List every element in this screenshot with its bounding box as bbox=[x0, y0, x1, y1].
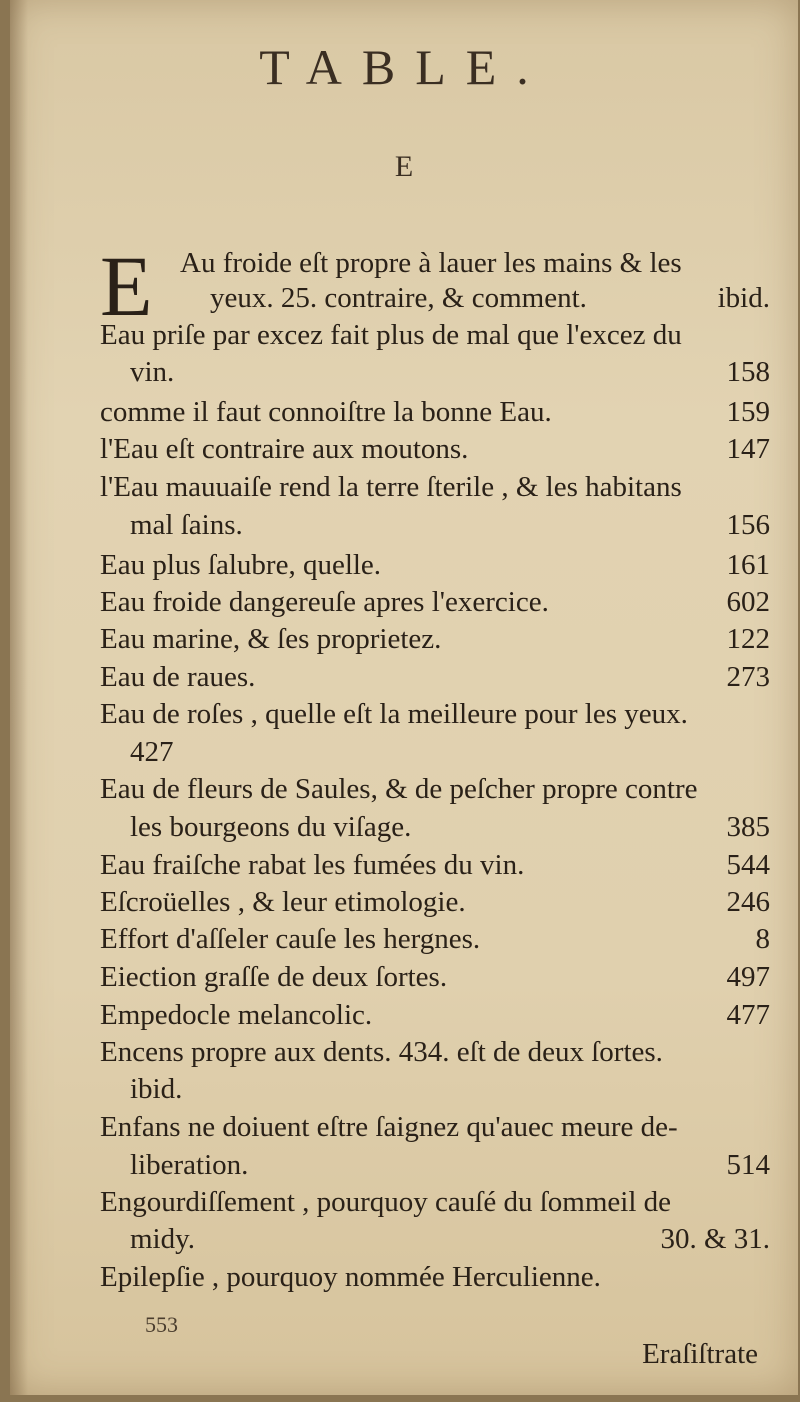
entry-text: Encens propre aux dents. 434. eſt de deux ſortes. bbox=[100, 1036, 663, 1068]
page-reference: 273 bbox=[726, 661, 770, 693]
entry-text: Eau de fleurs de Saules, & de peſcher propre contre bbox=[100, 773, 698, 805]
entry-text: Enfans ne doiuent eſtre ſaignez qu'auec meure de- bbox=[100, 1111, 678, 1143]
book-page bbox=[10, 0, 798, 1395]
entry-text: les bourgeons du viſage. bbox=[130, 811, 412, 843]
entry-text: Eau plus ſalubre, quelle. bbox=[100, 549, 382, 581]
page-title: TABLE. bbox=[259, 39, 549, 95]
entry-text: vin. bbox=[130, 356, 175, 388]
entry-text: Eau fraiſche rabat les fumées du vin. bbox=[100, 849, 525, 881]
page-reference: 477 bbox=[726, 999, 770, 1031]
signature-mark: 553 bbox=[145, 1312, 178, 1337]
entry-text: Eau priſe par excez fait plus de mal que l'excez du bbox=[100, 319, 682, 351]
page-reference: 158 bbox=[726, 356, 770, 388]
page-reference: 147 bbox=[726, 433, 770, 465]
entry-text: Engourdiſſement , pourquoy cauſé du ſommeil de bbox=[100, 1186, 672, 1218]
section-letter: E bbox=[394, 150, 414, 183]
entry-text: yeux. 25. contraire, & comment. bbox=[210, 282, 587, 314]
entry-text: midy. bbox=[130, 1223, 195, 1255]
page-reference: 156 bbox=[726, 509, 770, 541]
entry-text: Eiection graſſe de deux ſortes. bbox=[100, 961, 448, 993]
page-reference: 8 bbox=[755, 923, 770, 955]
page-reference: ibid. bbox=[717, 282, 770, 314]
page-reference: 246 bbox=[726, 886, 770, 918]
page-reference: 122 bbox=[726, 623, 770, 655]
entry-text: Au froide eſt propre à lauer les mains & les bbox=[180, 247, 682, 279]
entry-text: l'Eau eſt contraire aux moutons. bbox=[100, 433, 469, 465]
page-reference: 161 bbox=[726, 549, 770, 581]
entry-text: Eau de roſes , quelle eſt la meilleure pour les yeux. bbox=[100, 698, 688, 730]
entry-text: Eau froide dangereuſe apres l'exercice. bbox=[100, 586, 549, 618]
page-reference: 497 bbox=[726, 961, 770, 993]
entry-text: 427 bbox=[130, 736, 174, 768]
page-reference: 602 bbox=[726, 586, 770, 618]
entry-text: Eau de raues. bbox=[100, 661, 256, 693]
entry-text: Eau marine, & ſes proprietez. bbox=[100, 623, 442, 655]
drop-capital: E bbox=[100, 238, 153, 334]
entry-text: liberation. bbox=[130, 1149, 249, 1181]
entry-text: mal ſains. bbox=[130, 509, 243, 541]
entry-text: l'Eau mauuaiſe rend la terre ſterile , & les habitans bbox=[100, 471, 682, 503]
page-reference: 159 bbox=[726, 396, 770, 428]
page-reference: 30. & 31. bbox=[660, 1223, 770, 1255]
entry-text: Effort d'aſſeler cauſe les hergnes. bbox=[100, 923, 481, 955]
entry-text: Epilepſie , pourquoy nommée Herculienne. bbox=[100, 1261, 601, 1293]
catchword: Eraſiſtrate bbox=[642, 1338, 758, 1370]
entry-text: Eſcroüelles , & leur etimologie. bbox=[100, 886, 466, 918]
entry-text: comme il faut connoiſtre la bonne Eau. bbox=[100, 396, 552, 428]
page-reference: 514 bbox=[726, 1149, 770, 1181]
page-reference: 385 bbox=[726, 811, 770, 843]
entry-text: ibid. bbox=[130, 1073, 183, 1105]
entry-text: Empedocle melancolic. bbox=[100, 999, 373, 1031]
page-reference: 544 bbox=[726, 849, 770, 881]
